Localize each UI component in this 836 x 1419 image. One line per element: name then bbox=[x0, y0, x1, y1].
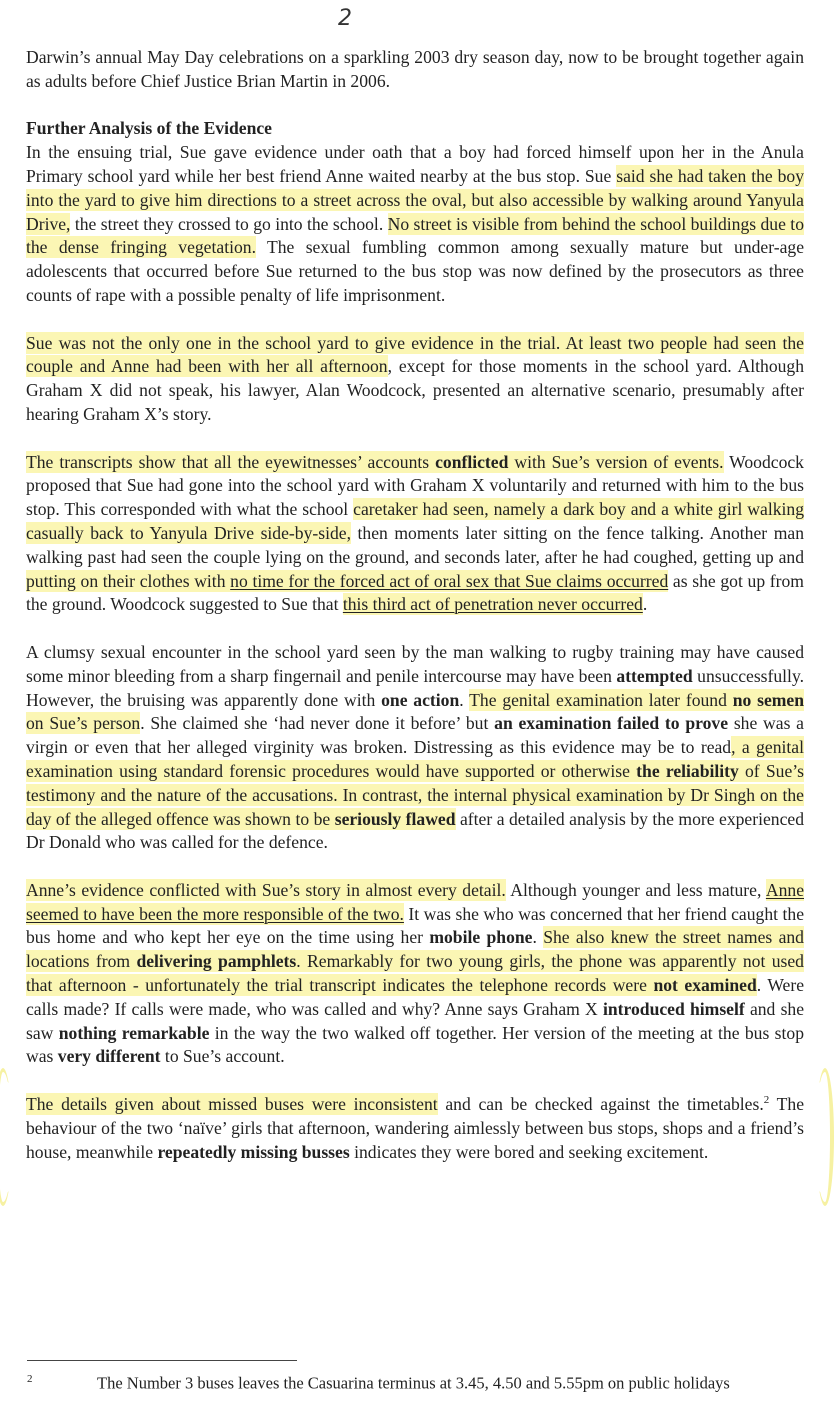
p3-highlight-a bbox=[26, 451, 724, 473]
p3-text-g: putting on their clothes with bbox=[26, 570, 231, 591]
p5-text-i: . Remarkably for two young girls, the phone was apparently not used that afternoon - unfortunately the trial transcript indicates bbox=[26, 951, 804, 996]
p5-bold-not-examined: not examined bbox=[653, 975, 757, 996]
p4-bold-reliability: the reliability bbox=[636, 760, 739, 781]
footnote-reference[interactable]: 2 bbox=[763, 1094, 770, 1107]
p4-bold-one-action: one action bbox=[381, 689, 460, 710]
p6-highlight-a: The details given about missed buses were inconsistent bbox=[26, 1094, 438, 1115]
p6-text-c: The behaviour of the two ‘naïve’ girls that afternoon, wandering aimlessly between bus stops, shops and a friend’s house, meanwhile bbox=[26, 1094, 804, 1162]
p5-text-g: She also knew the street names and locations from bbox=[26, 927, 804, 972]
footnote-divider bbox=[27, 1360, 297, 1361]
paragraph-encounter bbox=[26, 641, 804, 855]
p2-text-b: , except for those moments in the school yard. Although Graham X did not speak, his lawyer, Alan Woodcock, presented an alternative scenario, presumably after hearing Graham X’s story. bbox=[26, 356, 805, 424]
p4-text-l: , a genital examination using standard forensic procedures would have supported or otherwise bbox=[26, 737, 804, 781]
p1-text-c: the street they crossed to go into the school. bbox=[70, 213, 388, 234]
p5-underline-responsible: Anne seemed to have been the more responsible of the two. bbox=[26, 879, 804, 924]
p5-text-f: . bbox=[532, 927, 544, 948]
p3-text-a: The transcripts show that all the eyewitnesses’ accounts bbox=[26, 451, 436, 472]
p1-highlight-a: said she had taken the boy into the yard to give him directions to a street across the oval, but also accessible by walking around Yanyula Drive, bbox=[26, 165, 804, 234]
p1-highlight-b: No street is visible from behind the school buildings due to the dense fringing vegetation. bbox=[26, 213, 804, 258]
p1-text-e: The sexual fumbling common among sexually mature but under-age adolescents that occurred before Sue returned to the bus stop was now defined by the prosecutors as three counts of rape with a possible penalty of life imprisonment. bbox=[26, 237, 805, 305]
intro-paragraph bbox=[26, 46, 804, 94]
p5-bold-pamphlets: delivering pamphlets bbox=[136, 951, 297, 972]
p5-bold-different: very different bbox=[57, 1046, 161, 1067]
p5-bold-introduced: introduced himself bbox=[602, 998, 745, 1019]
p4-text-k: she was a virgin or even that her alleged virginity was broken. Distressing as this evidence may be to read bbox=[26, 713, 804, 758]
p4-text-i: . She claimed she ‘had never done it before’ but bbox=[140, 713, 495, 734]
p6-text-e: indicates they were bored and seeking excitement. bbox=[349, 1141, 709, 1162]
p3-highlight-caretaker: caretaker had seen, namely a dark boy and a white girl walking casually back to Yanyula Drive side-by-side, bbox=[26, 499, 804, 543]
p4-bold-flawed: seriously flawed bbox=[334, 808, 456, 829]
paragraph-transcripts bbox=[26, 451, 804, 618]
p4-bold-failed: an examination failed to prove bbox=[494, 713, 729, 734]
p5-bold-nothing: nothing remarkable bbox=[58, 1022, 210, 1043]
paragraph-anne bbox=[26, 879, 804, 1069]
p5-text-j: the telephone records were bbox=[451, 975, 654, 996]
p3-text-i: as she got up from the ground. Woodcock suggested to Sue that bbox=[26, 570, 804, 615]
p5-bold-mobile: mobile phone bbox=[429, 927, 533, 948]
p3-text-k: . bbox=[642, 594, 648, 615]
margin-bracket-left bbox=[0, 1068, 12, 1206]
p5-text-d: It was she who was concerned that her friend caught the bus home and who kept her eye on the time using her bbox=[26, 903, 804, 948]
p3-underline-oral: no time for the forced act of oral sex that Sue claims occurred bbox=[230, 570, 669, 591]
p4-bold-attempted: attempted bbox=[616, 665, 693, 686]
section-heading: Further Analysis of the Evidence bbox=[26, 118, 272, 139]
p4-text-c: unsuccessfully. However, the bruising was apparently done with bbox=[26, 665, 804, 710]
p5-text-b: Although younger and less mature, bbox=[505, 879, 766, 900]
p6-text-b: and can be checked against the timetables. bbox=[437, 1094, 764, 1115]
p3-text-f: then moments later sitting on the fence talking. Another man walking past had seen the couple lying on the ground, and seconds later, after he had coughed, getting up and bbox=[26, 522, 804, 567]
p4-text-f: The genital examination later found bbox=[469, 689, 733, 710]
footnote-text: The Number 3 buses leaves the Casuarina terminus at 3.45, 4.50 and 5.55pm on public holidays bbox=[97, 1373, 730, 1393]
margin-bracket-right bbox=[816, 1068, 834, 1206]
p4-text-q: after a detailed analysis by the more experienced Dr Donald who was called for the defence. bbox=[26, 808, 804, 853]
p5-highlight-a: Anne’s evidence conflicted with Sue’s story in almost every detail. bbox=[26, 879, 506, 900]
p5-text-r: to Sue’s account. bbox=[160, 1046, 285, 1067]
document-body bbox=[26, 46, 804, 1164]
footnote-number: 2 bbox=[27, 1373, 33, 1385]
p3-text-d: Woodcock proposed that Sue had gone into the school yard with Graham X voluntarily and returned with him to the bus stop. This corresponded with what the school bbox=[26, 451, 804, 520]
p5-text-l: . Were calls made? If calls were made, who was called and why? Anne says Graham X bbox=[26, 975, 805, 1019]
p4-text-n: of Sue’s testimony and the nature of the accusations. In contrast bbox=[26, 760, 804, 805]
p1-text-a: In the ensuing trial, Sue gave evidence under oath that a boy had forced himself upon her in the Anula Primary school yard while her best friend Anne waited nearby at the bus stop. Sue bbox=[26, 142, 804, 186]
p3-highlight-clothes bbox=[26, 570, 668, 592]
p4-bold-no-semen: no semen bbox=[732, 689, 805, 710]
p4-text-a: A clumsy sexual encounter in the school yard seen by the man walking to rugby training may have caused some minor bleeding from a sharp fingernail and penile intercourse may have been bbox=[26, 641, 804, 686]
footnote bbox=[27, 1368, 787, 1395]
page-number: 2 bbox=[338, 6, 352, 31]
p6-bold-missing: repeatedly missing busses bbox=[157, 1141, 350, 1162]
p3-bold-conflicted: conflicted bbox=[435, 451, 509, 472]
paragraph-buses bbox=[26, 1093, 804, 1164]
p3-underline-penetration: this third act of penetration never occurred bbox=[342, 594, 643, 615]
p3-text-c: with Sue’s version of events. bbox=[508, 451, 724, 472]
p2-highlight-a: Sue was not the only one in the school yard to give evidence in the trial. At least two people had seen the couple and Anne had been with her all afternoon bbox=[26, 332, 804, 377]
p4-text-e: . bbox=[459, 689, 470, 710]
intro-text: Darwin’s annual May Day celebrations on a sparkling 2003 dry season day, now to be brought together again as adults before Chief Justice Brian Martin in 2006. bbox=[26, 47, 804, 91]
paragraph-trial bbox=[26, 141, 804, 308]
p5-text-p: in the way the two walked off together. Her version of the meeting at the bus stop was bbox=[26, 1022, 805, 1067]
p5-text-n: and she saw bbox=[26, 998, 805, 1043]
p4-text-o: , the internal physical examination by Dr Singh on the day of the alleged offence was shown to be bbox=[26, 784, 804, 829]
p4-text-h: on Sue’s person bbox=[26, 713, 141, 734]
paragraph-witnesses bbox=[26, 332, 804, 427]
